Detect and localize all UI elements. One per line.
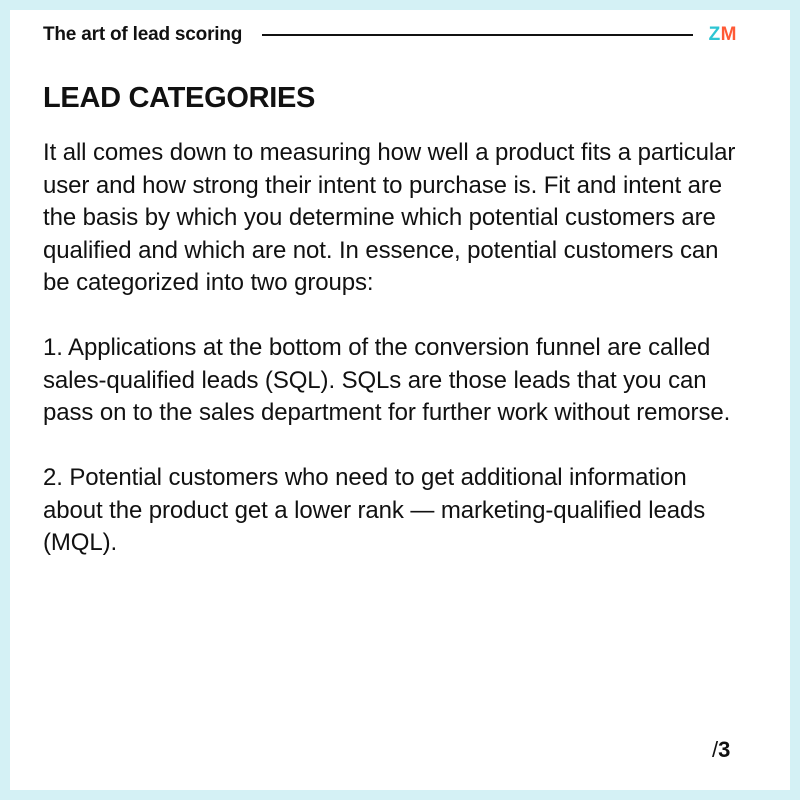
intro-paragraph: It all comes down to measuring how well a product fits a particular user and how strong their intent to purchase is. Fit and intent are the basis by which you determine which potential customers are qualified and which are not. In essence, potential customers can be categorized into two groups: bbox=[43, 139, 736, 296]
series-title: The art of lead scoring bbox=[43, 24, 243, 45]
brand-logo bbox=[709, 24, 737, 46]
page-number-value: 3 bbox=[718, 737, 731, 762]
page-number bbox=[712, 735, 730, 765]
slide-header bbox=[43, 22, 737, 48]
page-slash: / bbox=[712, 737, 719, 762]
mql-paragraph: 2. Potential customers who need to get additional information about the product get a lower rank — marketing-qualified leads (MQL). bbox=[43, 464, 706, 556]
header-divider bbox=[262, 34, 692, 36]
body-text bbox=[43, 137, 743, 560]
sql-paragraph: 1. Applications at the bottom of the conversion funnel are called sales-qualified leads (SQL). SQLs are those leads that you can pass on to the sales department for further work without remorse. bbox=[43, 334, 731, 426]
logo-letter-m: M bbox=[720, 24, 737, 45]
section-title: LEAD CATEGORIES bbox=[43, 82, 316, 114]
logo-letter-z: Z bbox=[708, 24, 721, 45]
